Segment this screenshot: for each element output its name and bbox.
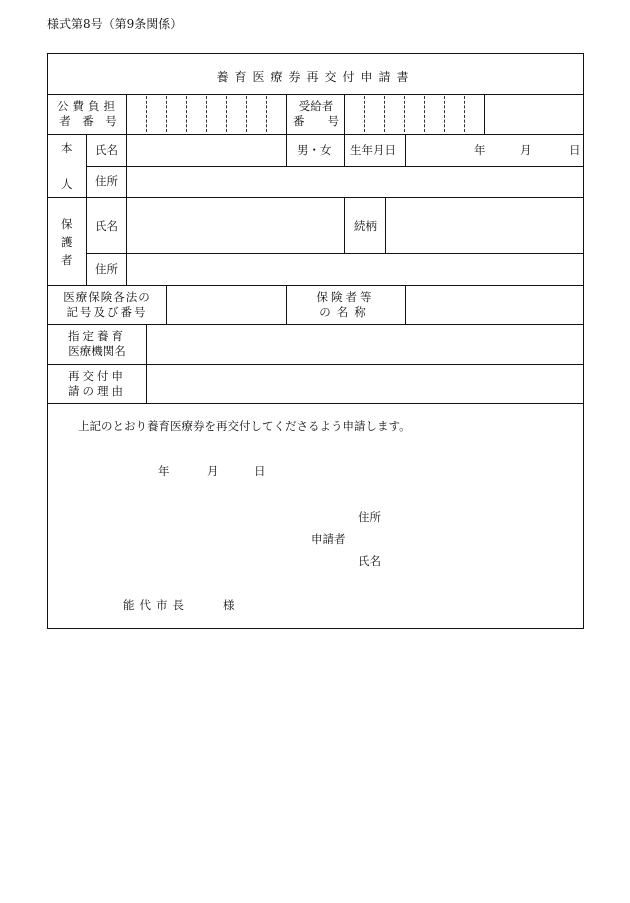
application-form: [47, 53, 584, 629]
divider: [385, 197, 386, 253]
divider: [86, 166, 583, 167]
divider: [166, 285, 167, 324]
digit-separator: [166, 96, 167, 132]
digit-separator: [384, 96, 385, 132]
public-payer-number-label: 公費負担 者 番 号: [57, 99, 119, 128]
birthdate-label: 生年月日: [350, 143, 396, 157]
guardian-name-label: 氏名: [95, 219, 118, 233]
digit-separator: [206, 96, 207, 132]
guardian-address-label: 住所: [95, 262, 118, 276]
date-month-label: 月: [207, 464, 219, 478]
divider: [405, 285, 406, 324]
divider: [48, 285, 583, 286]
form-title: 養育医療券再交付申請書: [216, 70, 415, 84]
birth-day-label: 日: [569, 143, 581, 157]
divider: [126, 94, 127, 134]
digit-separator: [146, 96, 147, 132]
date-day-label: 日: [254, 464, 266, 478]
person-label-top: 本: [61, 141, 73, 155]
person-label-bottom: 人: [61, 177, 73, 191]
digit-separator: [404, 96, 405, 132]
divider: [484, 94, 485, 134]
divider: [86, 134, 87, 285]
divider: [146, 324, 147, 403]
digit-separator: [226, 96, 227, 132]
applicant-name-label: 氏名: [358, 554, 381, 568]
form-number: 様式第8号（第9条関係）: [47, 17, 183, 31]
divider: [344, 94, 345, 134]
divider: [48, 197, 583, 198]
designated-institution-label: 指定養育 医療機関名: [68, 329, 126, 358]
divider: [286, 94, 287, 134]
divider: [344, 197, 345, 253]
birth-year-label: 年: [474, 143, 486, 157]
insurer-name-label: 保険者等 の名称: [316, 290, 375, 319]
digit-separator: [266, 96, 267, 132]
recipient-number-label: 受給者 番 号: [293, 99, 339, 128]
divider: [48, 403, 583, 404]
gender-label: 男・女: [297, 143, 332, 157]
guardian-label-1: 保: [61, 217, 73, 231]
guardian-label-2: 護: [61, 235, 73, 249]
declaration-statement: 上記のとおり養育医療券を再交付してくださるよう申請します。: [78, 419, 411, 433]
digit-separator: [364, 96, 365, 132]
divider: [48, 134, 583, 135]
person-name-label: 氏名: [95, 143, 118, 157]
guardian-label-3: 者: [61, 253, 73, 267]
divider: [405, 134, 406, 166]
birth-month-label: 月: [520, 143, 532, 157]
honorific: 様: [223, 598, 235, 612]
applicant-address-label: 住所: [358, 510, 381, 524]
digit-separator: [464, 96, 465, 132]
addressee: 能代市長: [123, 598, 189, 612]
divider: [86, 253, 583, 254]
reissue-reason-label: 再交付申 請の理由: [68, 369, 126, 398]
divider: [48, 364, 583, 365]
relationship-label: 続柄: [354, 219, 377, 233]
divider: [286, 134, 287, 166]
person-address-label: 住所: [95, 174, 118, 188]
divider: [48, 324, 583, 325]
insurance-symbol-number-label: 医療保険各法の 記号及び番号: [63, 290, 151, 319]
digit-separator: [186, 96, 187, 132]
divider: [126, 134, 127, 285]
divider: [48, 94, 583, 95]
date-year-label: 年: [158, 464, 170, 478]
applicant-label: 申請者: [311, 532, 346, 546]
divider: [344, 134, 345, 166]
digit-separator: [444, 96, 445, 132]
digit-separator: [246, 96, 247, 132]
digit-separator: [424, 96, 425, 132]
